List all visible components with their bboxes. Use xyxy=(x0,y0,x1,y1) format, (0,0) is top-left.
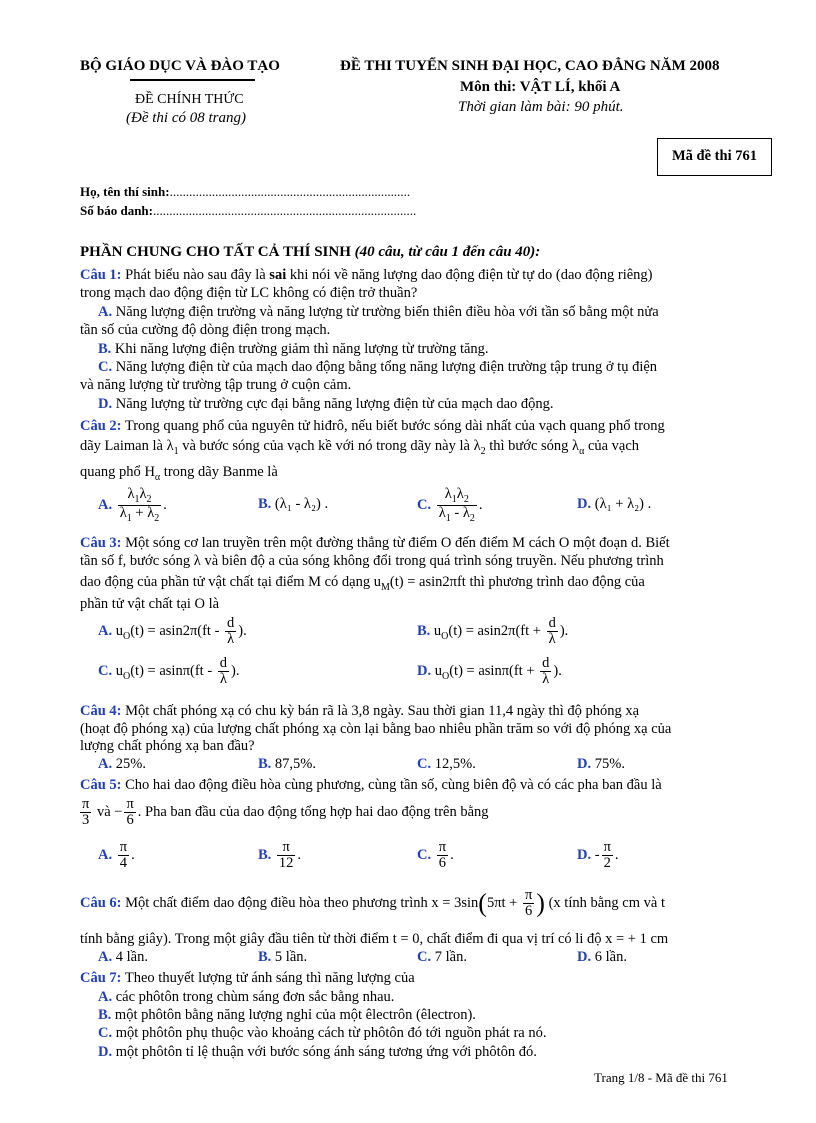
q2-line2-c: thì bước sóng xyxy=(489,438,569,454)
q1-option-b xyxy=(98,341,489,358)
q4-b-text: 87,5%. xyxy=(274,756,317,772)
q5-option-a: A. $\frac{\pi}{4}$ . xyxy=(98,839,135,872)
q4-b-label: B. xyxy=(258,756,272,772)
q2-line3: quang phổ $H_\alpha$ trong dãy Banme là xyxy=(80,464,278,483)
q4-option-d xyxy=(577,756,625,773)
q3-line1 xyxy=(80,535,670,552)
q5-line2: $\frac{\pi}{3}$ và − $\frac{\pi}{6}$ . Pha ban đầu của dao động tổng hợp hai dao động trên bằng xyxy=(82,796,489,829)
q4-line3: lượng chất phóng xạ ban đầu? xyxy=(80,738,255,754)
header-divider xyxy=(130,79,255,81)
q3-line3: dao động của phần tử vật chất tại điểm M có dạng $u_M(t) = asin2\pi ft$ thì phương trình dao động của xyxy=(80,574,645,593)
official-label: ĐỀ CHÍNH THỨC xyxy=(135,92,244,107)
q3-option-b: B. $u_O(t) = asin2\pi(ft$ + $\frac{d}{\lambda}$ ). xyxy=(417,615,569,648)
name-dots: .......................................................................... xyxy=(169,184,411,199)
q3-line3-b: thì phương trình dao động của xyxy=(469,574,645,590)
q1-option-c-line2: và năng lượng từ trường tập trung ở cuộn cảm. xyxy=(80,377,352,393)
id-dots: ................................................................................. xyxy=(152,203,417,218)
q7-option-b xyxy=(98,1007,476,1024)
q1-line1 xyxy=(80,267,653,284)
section-title-text: PHẦN CHUNG CHO TẤT CẢ THÍ SINH xyxy=(80,244,351,260)
q5-b-label: B. xyxy=(258,847,272,864)
q4-a-text: 25%. xyxy=(115,756,146,772)
q2-c-label: C. xyxy=(417,497,432,514)
q5-option-d: D. - $\frac{\pi}{2}$ . xyxy=(577,839,619,872)
q3-label: Câu 3: xyxy=(80,535,122,551)
q2-line3-a: quang phổ xyxy=(80,464,141,480)
q3-line1-text: Một sóng cơ lan truyền trên một đường thẳng từ điểm O đến điểm M cách O một đoạn d. Biết xyxy=(125,535,670,551)
candidate-name xyxy=(80,184,410,200)
q7-b-label: B. xyxy=(98,1007,112,1023)
name-label: Họ, tên thí sinh: xyxy=(80,184,170,199)
q3-line4: phần tử vật chất tại O là xyxy=(80,596,220,612)
q2-line2-d: của vạch xyxy=(587,438,640,454)
q7-c-text: một phôtôn phụ thuộc vào khoảng cách từ phôtôn đó tới nguồn phát ra nó. xyxy=(115,1025,547,1041)
q1-a-text: Năng lượng điện trường và năng lượng từ trường biến thiên điều hòa với tần số bằng một nửa xyxy=(115,304,659,320)
subject: Môn thi: VẬT LÍ, khối A xyxy=(460,79,621,95)
q6-c-text: 7 lần. xyxy=(434,949,467,965)
q4-a-label: A. xyxy=(98,756,113,772)
candidate-id xyxy=(80,203,416,219)
q2-b-label: B. xyxy=(258,496,272,512)
q3-line3-a: dao động của phần tử vật chất tại điểm M có dạng xyxy=(80,574,371,590)
q3-option-c: C. $u_O(t) = asin\pi(ft$ - $\frac{d}{\lambda}$ ). xyxy=(98,655,240,688)
q3-option-d: D. $u_O(t) = asin\pi(ft$ + $\frac{d}{\lambda}$ ). xyxy=(417,655,562,688)
q5-c-label: C. xyxy=(417,847,432,864)
q1-line2: trong mạch dao động điện từ LC không có điện trở thuần? xyxy=(80,285,418,301)
exam-time: Thời gian làm bài: 90 phút. xyxy=(458,99,624,115)
q5-d-label: D. xyxy=(577,847,592,864)
q5-option-c: C. $\frac{\pi}{6}$ . xyxy=(417,839,454,872)
q2-line3-b: trong dãy Banme là xyxy=(163,464,278,480)
q2-line2-a: dãy Laiman là xyxy=(80,438,163,454)
q2-line1 xyxy=(80,418,665,435)
q2-label: Câu 2: xyxy=(80,418,122,434)
q1-b-text: Khi năng lượng điện trường giảm thì năng lượng từ trường tăng. xyxy=(114,341,489,357)
q2-option-d xyxy=(577,496,651,513)
q5-line1 xyxy=(80,777,662,794)
q5-option-b: B. $\frac{\pi}{12}$ . xyxy=(258,839,302,872)
q3-line2: tần số f, bước sóng λ và biên độ a của sóng không đổi trong quá trình sóng truyền. Nếu phương trình xyxy=(80,553,664,569)
q1-d-text: Năng lượng từ trường cực đại bằng năng lượng điện từ của mạch dao động. xyxy=(115,396,554,412)
q1-d-label: D. xyxy=(98,396,113,412)
q7-a-label: A. xyxy=(98,989,113,1005)
id-label: Số báo danh: xyxy=(80,203,153,218)
q6-c-label: C. xyxy=(417,949,432,965)
q1-option-a xyxy=(98,304,659,321)
q3-d-label: D. xyxy=(417,663,432,680)
q4-c-text: 12,5%. xyxy=(434,756,476,772)
page-footer: Trang 1/8 - Mã đề thi 761 xyxy=(594,1070,728,1085)
q4-c-label: C. xyxy=(417,756,432,772)
q3-b-label: B. xyxy=(417,623,431,640)
q1-stem-b: khi nói về năng lượng dao động điện từ tự do (dao động riêng) xyxy=(289,267,653,283)
q7-b-text: một phôtôn bằng năng lượng nghỉ của một êlectrôn (êlectron). xyxy=(114,1007,476,1023)
q5-line1-text: Cho hai dao động điều hòa cùng phương, cùng tần số, cùng biên độ và có các pha ban đầu là xyxy=(125,777,662,793)
q1-option-d xyxy=(98,396,554,413)
q4-label: Câu 4: xyxy=(80,703,122,719)
q6-option-b xyxy=(258,949,307,966)
q6-line1: Câu 6: Một chất điểm dao động điều hòa theo phương trình x = 3sin(5πt + $\frac{\pi}{6}$ ) (x tính bằng cm và t xyxy=(80,887,665,920)
q2-option-b xyxy=(258,496,328,513)
q2-line1-text: Trong quang phổ của nguyên tử hiđrô, nếu biết bước sóng dài nhất của vạch quang phổ trong xyxy=(124,418,665,434)
q4-option-b xyxy=(258,756,316,773)
q1-a-label: A. xyxy=(98,304,113,320)
q7-option-c xyxy=(98,1025,546,1042)
q3-a-label: A. xyxy=(98,623,113,640)
q4-d-label: D. xyxy=(577,756,592,772)
q7-option-a xyxy=(98,989,394,1006)
q4-line1 xyxy=(80,703,639,720)
q7-d-text: một phôtôn tỉ lệ thuận với bước sóng ánh sáng tương ứng với phôtôn đó. xyxy=(115,1044,537,1060)
q5-and: và xyxy=(96,804,111,821)
exam-code: Mã đề thi 761 xyxy=(672,148,757,164)
q3-c-label: C. xyxy=(98,663,113,680)
q6-line1-a: Một chất điểm dao động điều hòa theo phương trình xyxy=(125,895,428,912)
q2-line2-b: và bước sóng của vạch kề với nó trong dãy này là xyxy=(182,438,470,454)
q7-label: Câu 7: xyxy=(80,970,122,986)
q2-option-c: C. $\frac{\lambda_1\lambda_2}{\lambda_1 - \lambda_2}$ . xyxy=(417,486,483,525)
q6-a-text: 4 lần. xyxy=(115,949,148,965)
q7-c-label: C. xyxy=(98,1025,113,1041)
q6-option-d xyxy=(577,949,627,966)
q7-d-label: D. xyxy=(98,1044,113,1060)
q6-line1-b: (x tính bằng cm và t xyxy=(548,895,665,912)
q1-option-c xyxy=(98,359,657,376)
q6-option-c xyxy=(417,949,467,966)
q1-c-label: C. xyxy=(98,359,113,375)
q6-d-label: D. xyxy=(577,949,592,965)
q2-line2: dãy Laiman là $\lambda_1$ và bước sóng của vạch kề với nó trong dãy này là $\lambda_2$ thì bước sóng $\lambda_\alpha$ của vạch xyxy=(80,438,640,457)
q4-option-c xyxy=(417,756,476,773)
q3-option-a: A. $u_O(t) = asin2\pi(ft$ - $\frac{d}{\lambda}$ ). xyxy=(98,615,247,648)
pages-note: (Đề thi có 08 trang) xyxy=(126,110,246,126)
q2-d-label: D. xyxy=(577,496,592,512)
q1-b-label: B. xyxy=(98,341,112,357)
q1-stem-bold: sai xyxy=(269,267,287,283)
q6-label: Câu 6: xyxy=(80,895,122,912)
q2-d-text: (λ₁ + λ₂) . xyxy=(594,496,652,512)
q2-option-a: A. $\frac{\lambda_1\lambda_2}{\lambda_1 + \lambda_2}$ . xyxy=(98,486,167,525)
q4-line2: (hoạt độ phóng xạ) của lượng chất phóng xạ còn lại bằng bao nhiêu phần trăm so với độ phóng xạ của xyxy=(80,721,672,737)
q4-line1-text: Một chất phóng xạ có chu kỳ bán rã là 3,8 ngày. Sau thời gian 11,4 ngày thì độ phóng xạ xyxy=(125,703,640,719)
q7-a-text: các phôtôn trong chùm sáng đơn sắc bằng nhau. xyxy=(115,989,395,1005)
q1-option-a-line2: tần số của cường độ dòng điện trong mạch. xyxy=(80,322,331,338)
q5-a-label: A. xyxy=(98,847,113,864)
section-title xyxy=(80,244,540,261)
q7-line1-text: Theo thuyết lượng tử ánh sáng thì năng lượng của xyxy=(124,970,415,986)
q2-a-label: A. xyxy=(98,497,113,514)
q6-option-a xyxy=(98,949,148,966)
section-note: (40 câu, từ câu 1 đến câu 40): xyxy=(354,244,541,260)
ministry: BỘ GIÁO DỤC VÀ ĐÀO TẠO xyxy=(80,58,280,74)
q5-line2-b: . Pha ban đầu của dao động tổng hợp hai dao động trên bằng xyxy=(137,804,489,821)
q7-line1 xyxy=(80,970,415,987)
q6-d-text: 6 lần. xyxy=(594,949,627,965)
q6-b-label: B. xyxy=(258,949,272,965)
q6-b-text: 5 lần. xyxy=(274,949,308,965)
q4-option-a xyxy=(98,756,146,773)
exam-code-box xyxy=(657,138,772,176)
exam-title: ĐỀ THI TUYỂN SINH ĐẠI HỌC, CAO ĐẲNG NĂM 2008 xyxy=(340,58,720,74)
q1-label: Câu 1: xyxy=(80,267,122,283)
q4-d-text: 75%. xyxy=(594,756,625,772)
q1-c-text: Năng lượng điện từ của mạch dao động bằng tổng năng lượng điện trường tập trung ở tụ điện xyxy=(115,359,658,375)
q6-a-label: A. xyxy=(98,949,113,965)
q7-option-d xyxy=(98,1044,537,1061)
q2-b-text: (λ₁ - λ₂) . xyxy=(274,496,329,512)
q6-line2: tính bằng giây). Trong một giây đầu tiên từ thời điểm t = 0, chất điểm đi qua vị trí có li độ x = + 1 cm xyxy=(80,931,669,947)
q1-stem-a: Phát biểu nào sau đây là xyxy=(125,267,266,283)
q5-label: Câu 5: xyxy=(80,777,122,793)
